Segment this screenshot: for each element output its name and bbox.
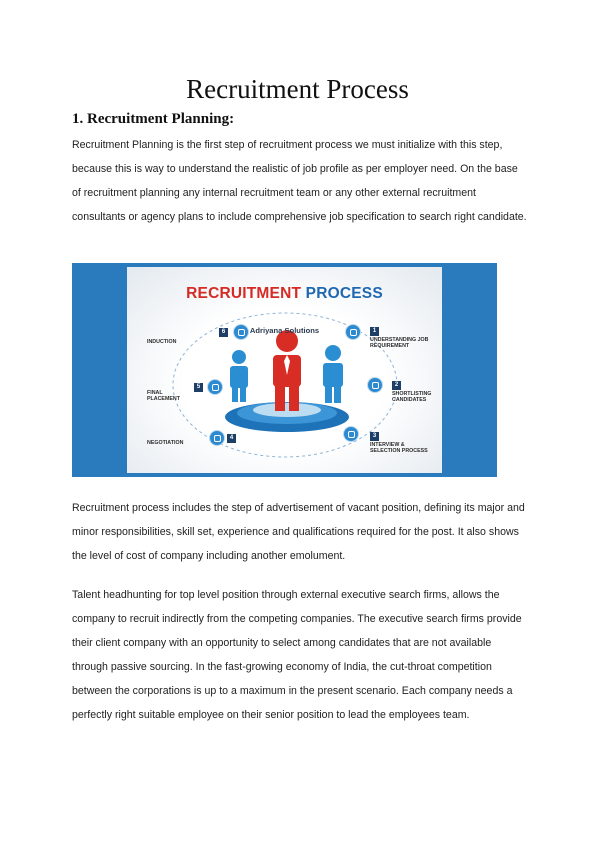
step-induction-label: INDUCTION <box>147 339 177 345</box>
figure-title-word-recruitment: RECRUITMENT <box>186 285 302 302</box>
step-3-badge: 3 <box>370 432 379 441</box>
step-understanding-job-requirement-label: UNDERSTANDING JOB REQUIREMENT <box>370 337 429 350</box>
recruitment-process-figure <box>72 263 497 477</box>
step-1-icon <box>345 324 361 340</box>
step-interview-selection-label: INTERVIEW & SELECTION PROCESS <box>370 442 428 455</box>
paragraph-talent-headhunting: Talent headhunting for top level position through external executive search firms, allows the company to recruit indirectly from the competing companies. The executive search firms provide their client company with an opportunity to select among candidates that are not available through passive sourcing. In the fast-growing economy of India, the cut-throat competition between the corporations is up to a maximum in the present scenario. Each company needs a perfectly right suitable employee on their senior position to lead the employees team. <box>72 589 522 721</box>
step-6-badge: 6 <box>219 328 228 337</box>
step-4-icon <box>209 430 225 446</box>
person-blue-left-icon <box>230 350 248 402</box>
paragraph-recruitment-planning: Recruitment Planning is the first step of recruitment process we must initialize with this step, because this is way to understand the realistic of job profile as per employer need. On the base of recruitment planning any internal recruitment team or any other external recruitment consultants or agency plans to include comprehensive job specification to search right candidate. <box>72 139 527 223</box>
step-1-badge: 1 <box>370 327 379 336</box>
step-shortlisting-candidates-label: SHORTLISTING CANDIDATES <box>392 391 432 404</box>
step-4-badge: 4 <box>227 434 236 443</box>
page-title: Recruitment Process <box>186 74 409 104</box>
platform-ring-inner <box>253 403 321 417</box>
figure-title-word-process: PROCESS <box>305 285 383 302</box>
step-6-icon <box>233 324 249 340</box>
section-heading: 1. Recruitment Planning: <box>72 111 235 127</box>
step-2-badge: 2 <box>392 381 401 390</box>
paragraph-recruitment-process: Recruitment process includes the step of advertisement of vacant position, defining its major and minor responsibilities, skill set, experience and qualifications required for the post. It also shows the level of cost of company including another emolument. <box>72 502 525 562</box>
figure-panel <box>127 267 442 473</box>
step-negotiation-label: NEGOTIATION <box>147 440 184 446</box>
step-final-placement-label: FINAL PLACEMENT <box>147 390 180 403</box>
person-blue-right-icon <box>323 345 343 403</box>
step-5-badge: 5 <box>194 383 203 392</box>
person-red-center-icon <box>273 330 301 411</box>
step-3-icon <box>343 426 359 442</box>
step-5-icon <box>207 379 223 395</box>
step-2-icon <box>367 377 383 393</box>
figure-brand: Adriyana Solutions <box>249 326 320 335</box>
